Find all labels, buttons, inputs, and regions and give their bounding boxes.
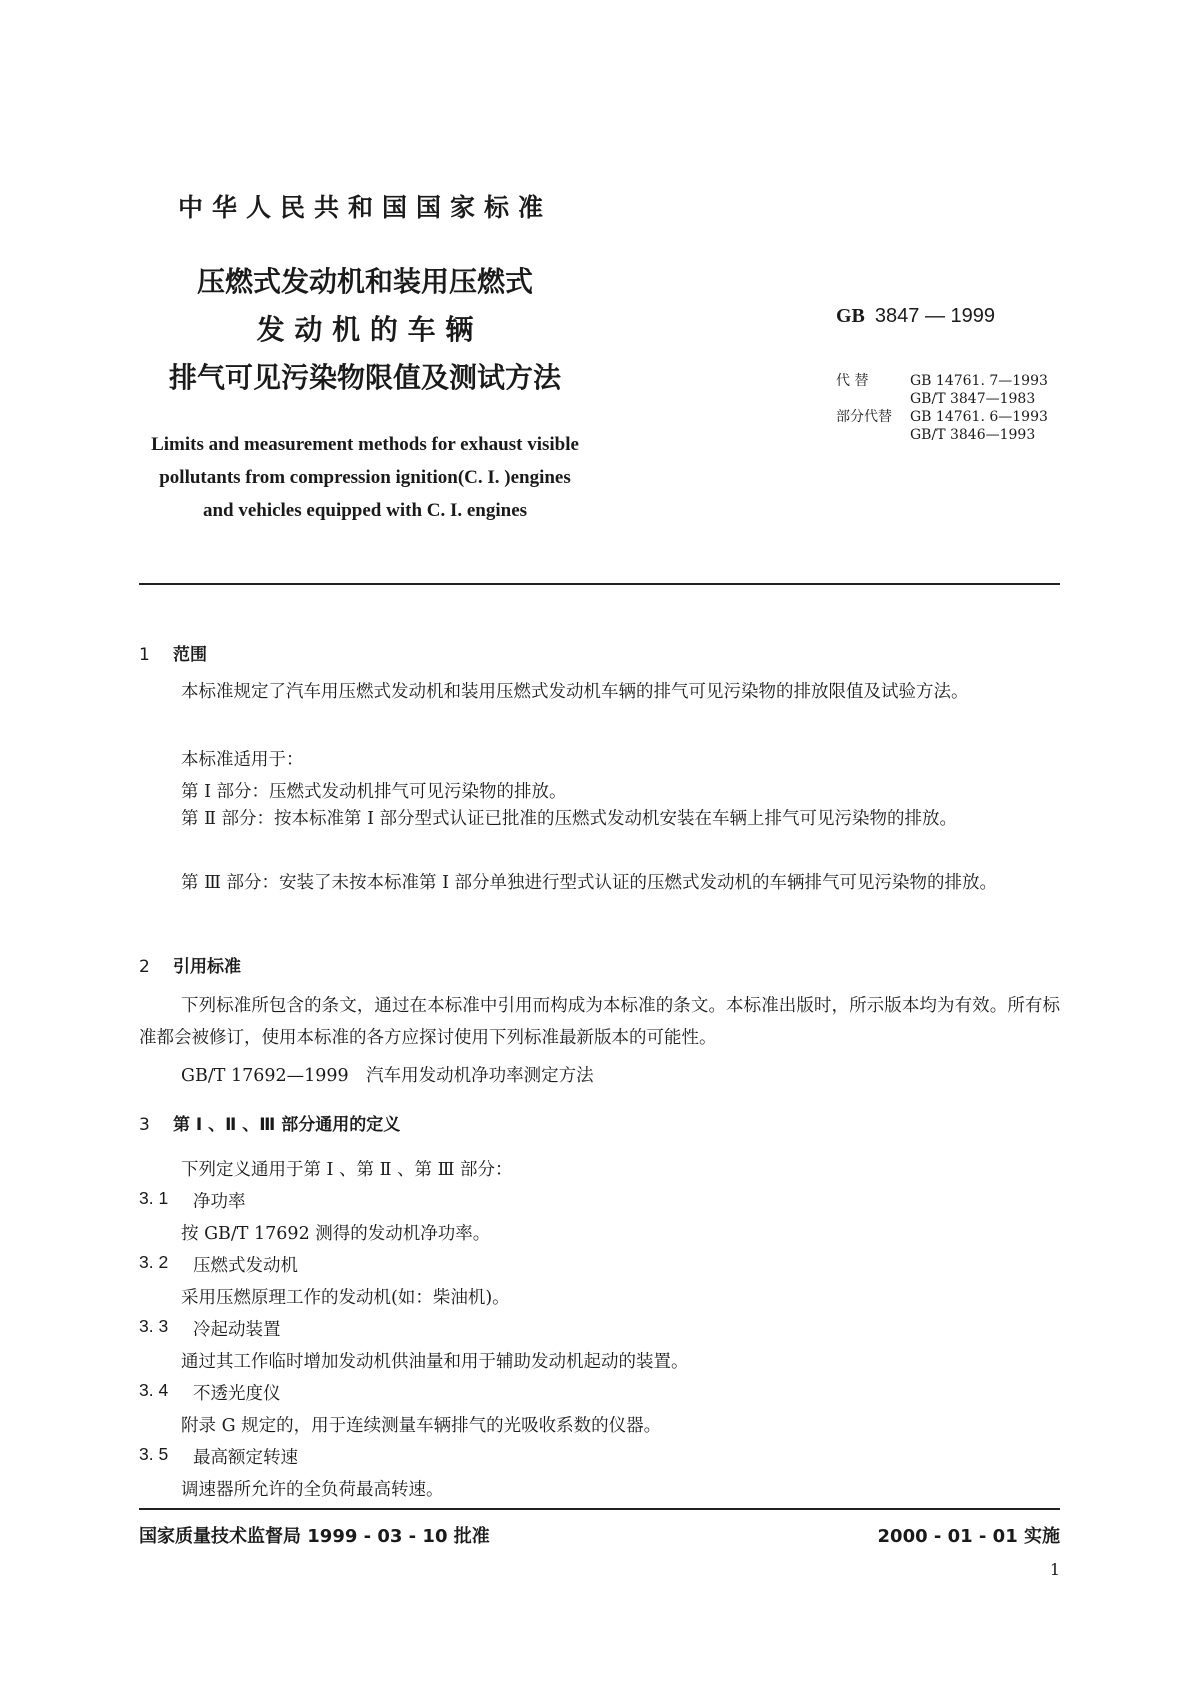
- section-3-intro: 下列定义通用于第 Ⅰ 、第 Ⅱ 、第 Ⅲ 部分：: [181, 1160, 513, 1180]
- definition-text: 通过其工作临时增加发动机供油量和用于辅助发动机起动的装置。: [181, 1352, 689, 1372]
- en-title-line-1: Limits and measurement methods for exhaust visible: [151, 434, 579, 455]
- definition-number: 3. 4: [139, 1380, 169, 1400]
- replaces-line-3: [836, 408, 1048, 426]
- cn-title-line-3: 排气可见污染物限值及测试方法: [168, 361, 561, 394]
- definition-number: 3. 5: [139, 1444, 169, 1464]
- section-1-paragraph-3: 第 Ⅰ 部分：压燃式发动机排气可见污染物的排放。: [181, 782, 567, 802]
- section-1-paragraph-4: 第 Ⅱ 部分：按本标准第 Ⅰ 部分型式认证已批准的压燃式发动机安装在车辆上排气可见污染物的排放。: [181, 809, 958, 829]
- section-number: 1: [139, 645, 150, 665]
- definition-number: 3. 1: [139, 1188, 169, 1208]
- section-2-heading: [139, 952, 241, 977]
- standard-code-number: 3847 — 1999: [874, 305, 996, 327]
- replaces-label: 代 替: [836, 373, 869, 389]
- cn-title-line-1: 压燃式发动机和装用压燃式: [196, 265, 533, 298]
- definition-term: 最高额定转速: [193, 1448, 298, 1468]
- header-divider: [139, 583, 1060, 585]
- section-2-paragraph-1: 下列标准所包含的条文，通过在本标准中引用而构成为本标准的条文。本标准出版时，所示版本均为有效。所有标准都会被修订，使用本标准的各方应探讨使用下列标准最新版本的可能性。: [139, 996, 1060, 1048]
- cn-title-line-2: 发 动 机 的 车 辆: [256, 313, 474, 346]
- effective-date: 2000 - 01 - 01 实施: [877, 1526, 1060, 1547]
- section-title: 范围: [173, 645, 207, 665]
- page-number: 1: [1049, 1560, 1060, 1579]
- section-number: 3: [139, 1115, 150, 1135]
- section-1-paragraph-2: 本标准适用于：: [181, 750, 304, 770]
- replaces-code: GB 14761. 7—1993: [910, 373, 1048, 389]
- standard-code: [836, 305, 995, 328]
- section-number: 2: [139, 957, 150, 977]
- replaces-code: GB/T 3847—1983: [910, 391, 1036, 407]
- national-standard-title: 中华人民共和国国家标准: [177, 193, 552, 222]
- en-title-line-3: and vehicles equipped with C. I. engines: [202, 500, 528, 521]
- definition-number: 3. 3: [139, 1316, 169, 1336]
- definition-term: 冷起动装置: [193, 1320, 281, 1340]
- definition-text: 调速器所允许的全负荷最高转速。: [181, 1480, 444, 1500]
- section-title: 引用标准: [173, 957, 241, 977]
- replaces-label: 部分代替: [836, 409, 892, 425]
- definition-number: 3. 2: [139, 1252, 169, 1272]
- section-3-heading: [139, 1110, 400, 1135]
- approval-date: 国家质量技术监督局 1999 - 03 - 10 批准: [139, 1526, 490, 1547]
- standard-code-prefix: GB: [836, 305, 865, 327]
- definition-term: 净功率: [193, 1192, 246, 1212]
- section-1-heading: [139, 640, 207, 665]
- definition-term: 压燃式发动机: [193, 1256, 298, 1276]
- definition-text: 附录 G 规定的，用于连续测量车辆排气的光吸收系数的仪器。: [181, 1416, 662, 1436]
- definition-text: 采用压燃原理工作的发动机(如：柴油机)。: [181, 1288, 510, 1308]
- section-2-reference: GB/T 17692—1999 汽车用发动机净功率测定方法: [181, 1066, 594, 1086]
- replaces-line-1: [836, 372, 1048, 390]
- replaces-line-2: [836, 390, 1035, 408]
- definition-term: 不透光度仪: [193, 1384, 281, 1404]
- replaces-code: GB 14761. 6—1993: [910, 409, 1048, 425]
- definition-text: 按 GB/T 17692 测得的发动机净功率。: [181, 1224, 491, 1244]
- section-1-paragraph-1: 本标准规定了汽车用压燃式发动机和装用压燃式发动机车辆的排气可见污染物的排放限值及试验方法。: [181, 682, 969, 702]
- section-title: 第 Ⅰ 、Ⅱ 、Ⅲ 部分通用的定义: [173, 1115, 401, 1135]
- footer-divider: [139, 1508, 1060, 1510]
- en-title-line-2: pollutants from compression ignition(C. I. )engines: [159, 467, 571, 488]
- section-1-paragraph-5: 第 Ⅲ 部分：安装了未按本标准第 Ⅰ 部分单独进行型式认证的压燃式发动机的车辆排气可见污染物的排放。: [181, 873, 998, 893]
- replaces-line-4: [836, 426, 1035, 444]
- replaces-code: GB/T 3846—1993: [910, 427, 1036, 443]
